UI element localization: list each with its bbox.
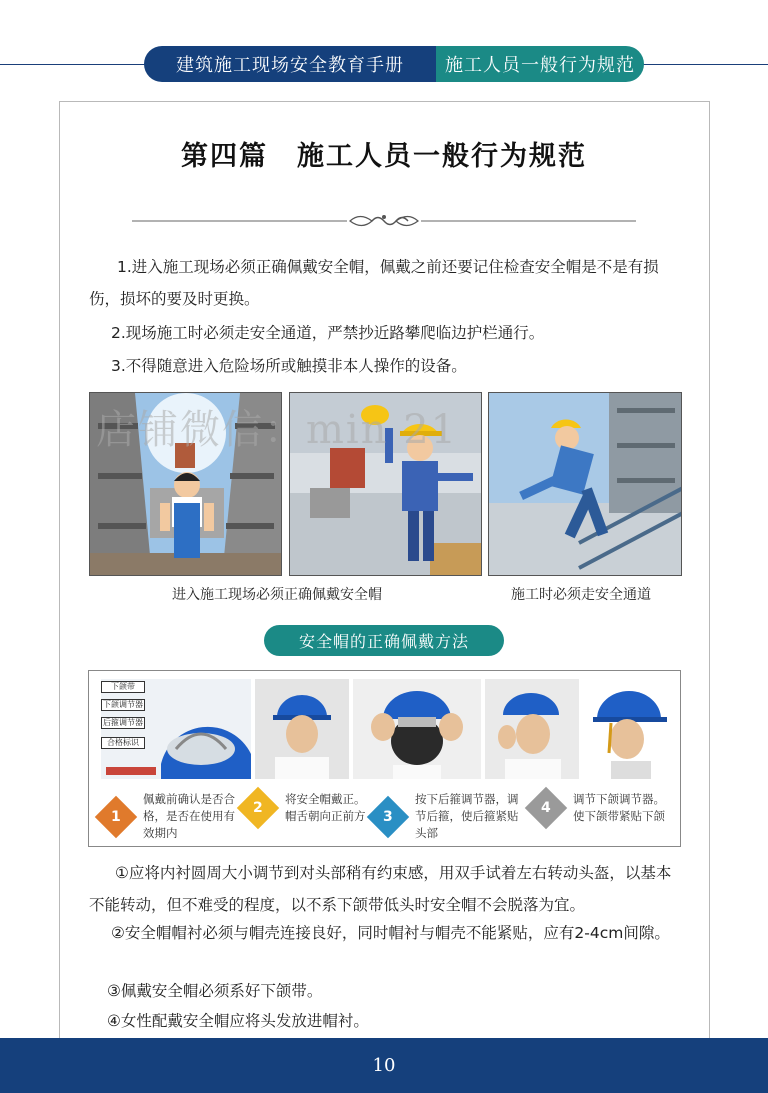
step-1-badge: 1 (95, 795, 137, 837)
ornament-divider (132, 211, 636, 231)
note-2: ②安全帽帽衬必须与帽壳连接良好，同时帽衬与帽壳不能紧贴，应有2-4cm间隙。 (111, 924, 670, 942)
photo-helmet-chin-adjust (485, 679, 579, 779)
step-2-text: 将安全帽戴正。帽舌朝向正前方 (285, 792, 366, 823)
note-3: ③佩戴安全帽必须系好下颌带。 (107, 982, 323, 1000)
step-4-text: 调节下颌调节器。使下颌带紧贴下颌 (573, 792, 665, 823)
step-1-text: 佩戴前确认是否合格，是否在使用有效期内 (143, 792, 235, 840)
header-ribbon (144, 46, 644, 82)
step-3-badge: 3 (367, 795, 409, 837)
caption-safe-passage: 施工时必须走安全通道 (511, 587, 651, 603)
rule-3: 3.不得随意进入危险场所或触摸非本人操作的设备。 (111, 357, 467, 375)
section-title: 安全帽的正确佩戴方法 (264, 625, 504, 656)
rule-2: 2.现场施工时必须走安全通道，严禁抄近路攀爬临边护栏通行。 (111, 324, 545, 342)
page-number: 10 (372, 1055, 396, 1076)
step-3 (367, 791, 527, 842)
step-3-text: 按下后箍调节器，调节后箍，使后箍紧贴头部 (415, 792, 519, 840)
helmet-instruction-box (88, 670, 681, 847)
photo-helmet-front (255, 679, 349, 779)
legend-back-adjuster: 后箍调节器 (103, 718, 143, 727)
footer-bar (0, 1038, 768, 1093)
legend-chin-adjuster: 下颌调节器 (103, 700, 143, 709)
step-2 (237, 791, 377, 825)
note-4: ④女性配戴安全帽应将头发放进帽衬。 (107, 1012, 369, 1030)
watermark: 店铺微信：min 21 (96, 407, 459, 453)
note-1: ①应将内衬圆周大小调节到对头部稍有约束感，用双手试着左右转动头盔，以基本不能转动，但不难受的程度，以不系下颌带低头时安全帽不会脱落为宜。 (89, 864, 672, 914)
chapter-title: 施工人员一般行为规范 (436, 46, 644, 82)
page-title: 第四篇 施工人员一般行为规范 (181, 141, 587, 172)
helmet-diagram-photo (101, 679, 251, 779)
step-2-badge: 2 (237, 787, 279, 829)
step-4-badge: 4 (525, 787, 567, 829)
illustration-climbing-rail (488, 392, 682, 576)
legend-qualified-mark: 合格标识 (101, 737, 145, 749)
step-1 (95, 791, 245, 842)
legend-chin-strap: 下颌带 (101, 681, 145, 693)
photo-helmet-back-adjust (353, 679, 481, 779)
step-4 (525, 791, 675, 825)
book-title: 建筑施工现场安全教育手册 (144, 46, 436, 82)
caption-helmet: 进入施工现场必须正确佩戴安全帽 (172, 587, 382, 603)
photo-helmet-side (583, 679, 673, 779)
rule-1: 1.进入施工现场必须正确佩戴安全帽，佩戴之前还要记住检查安全帽是不是有损伤，损坏的要及时更换。 (89, 258, 659, 308)
